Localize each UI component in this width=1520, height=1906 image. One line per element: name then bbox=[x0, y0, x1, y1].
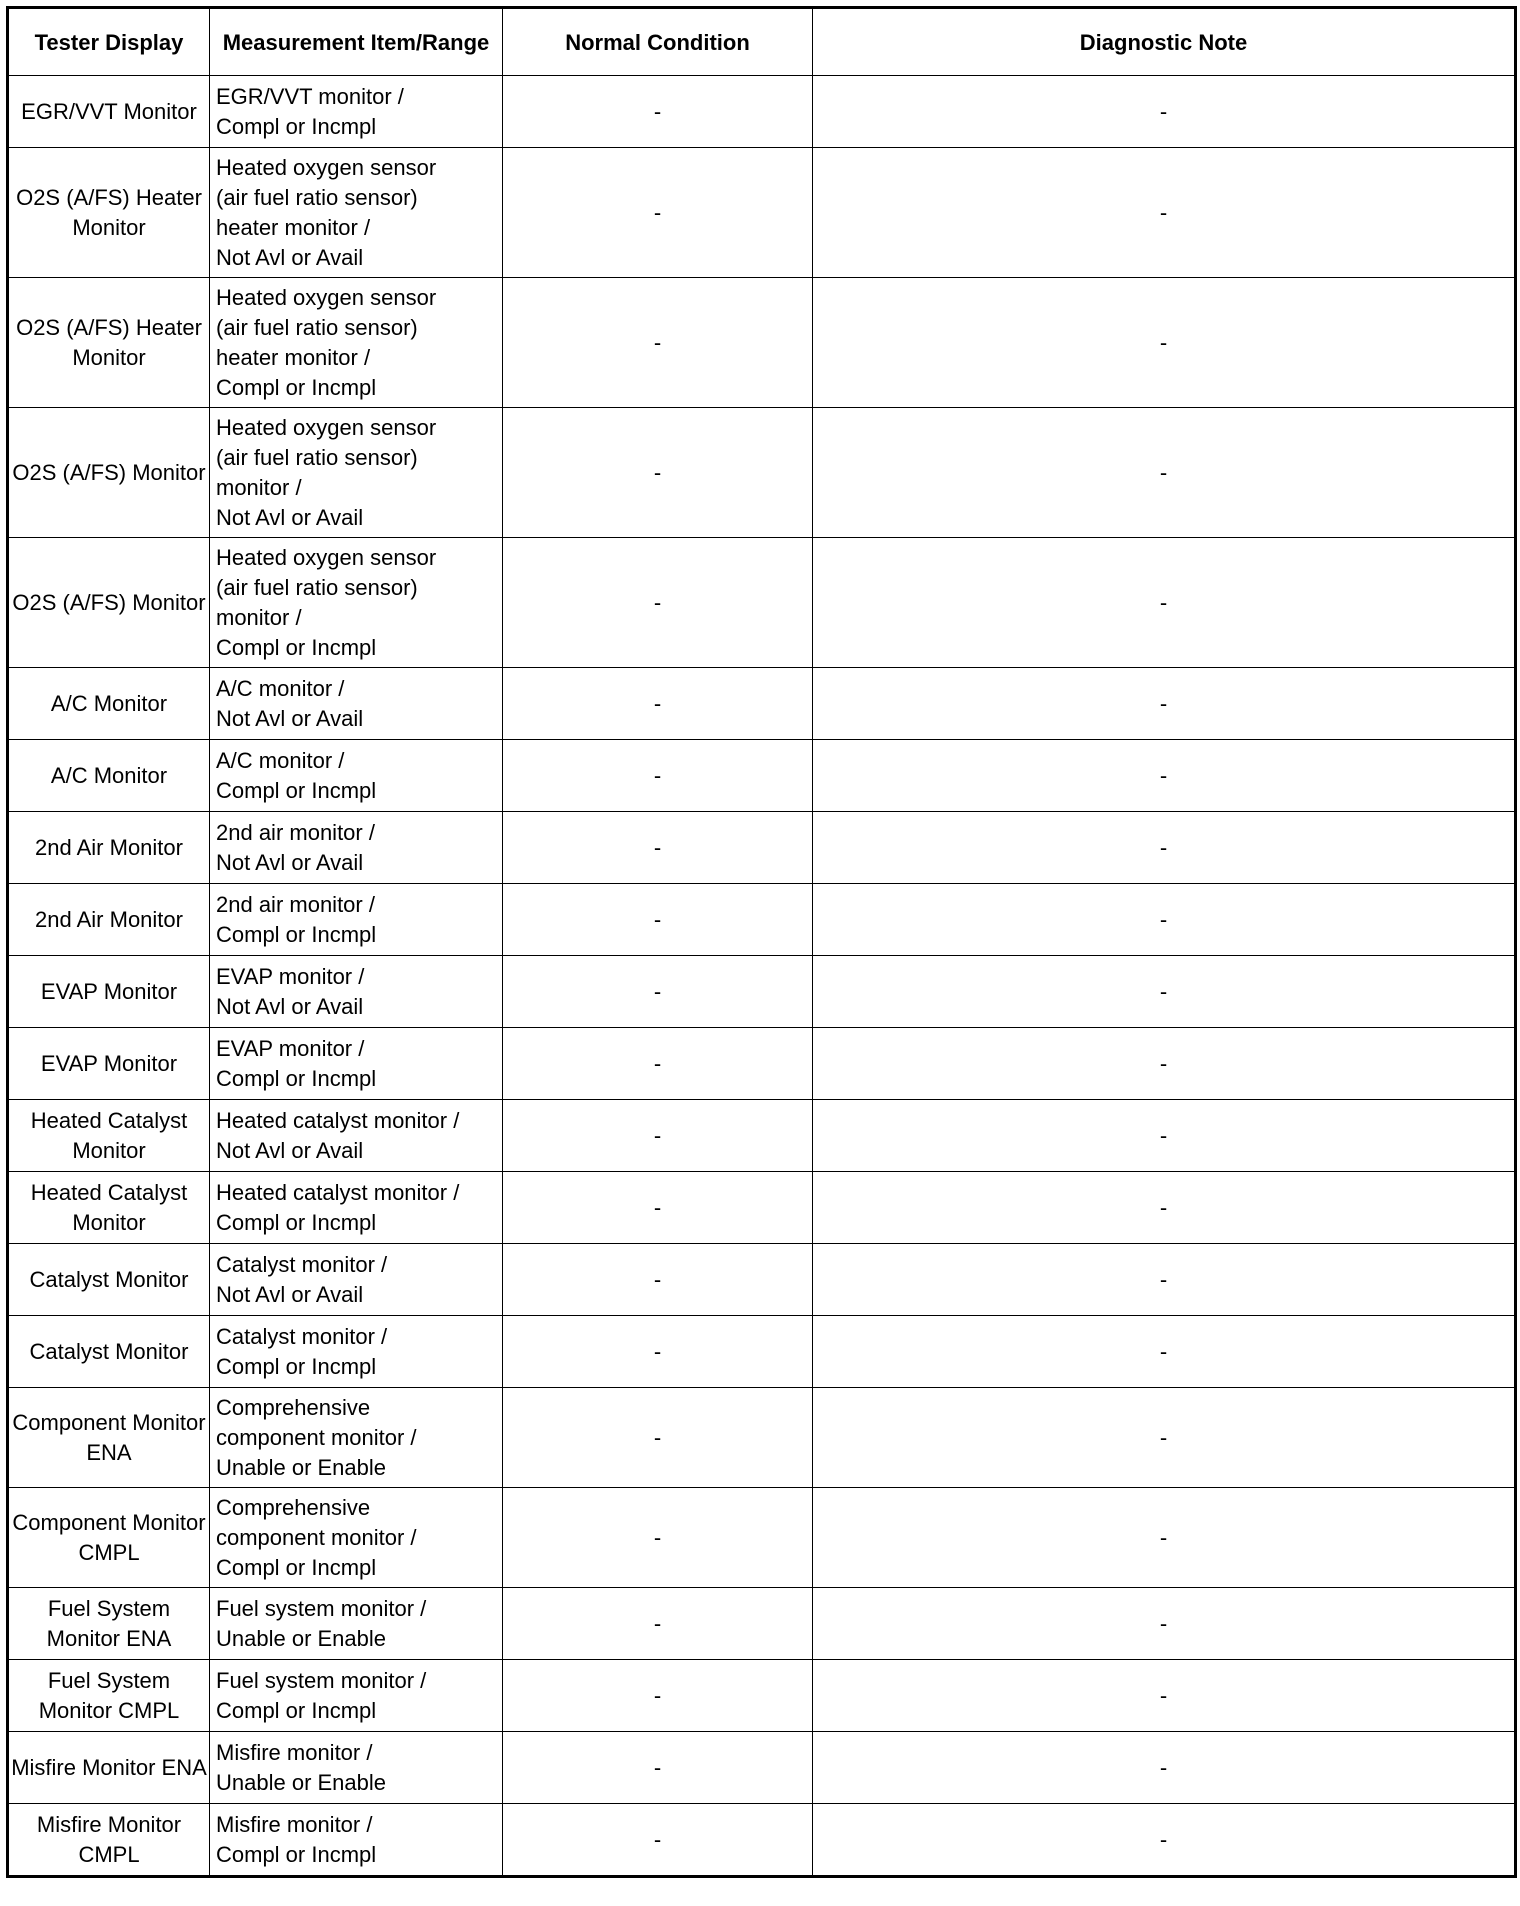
normal-condition-cell: - bbox=[503, 538, 813, 668]
normal-condition-cell: - bbox=[503, 1488, 813, 1588]
measurement-cell: 2nd air monitor / Compl or Incmpl bbox=[210, 884, 503, 956]
diagnostic-note-cell: - bbox=[813, 1244, 1516, 1316]
measurement-cell: 2nd air monitor / Not Avl or Avail bbox=[210, 812, 503, 884]
diagnostic-note-cell: - bbox=[813, 538, 1516, 668]
measurement-cell: Heated oxygen sensor (air fuel ratio sensor) monitor / Compl or Incmpl bbox=[210, 538, 503, 668]
normal-condition-cell: - bbox=[503, 1244, 813, 1316]
measurement-cell: Catalyst monitor / Compl or Incmpl bbox=[210, 1316, 503, 1388]
diagnostic-note-cell: - bbox=[813, 956, 1516, 1028]
tester-display-cell: EVAP Monitor bbox=[8, 1028, 210, 1100]
normal-condition-cell: - bbox=[503, 1316, 813, 1388]
normal-condition-cell: - bbox=[503, 884, 813, 956]
table-row bbox=[8, 408, 1516, 538]
measurement-cell: Fuel system monitor / Compl or Incmpl bbox=[210, 1660, 503, 1732]
table-row bbox=[8, 148, 1516, 278]
diagnostic-note-cell: - bbox=[813, 884, 1516, 956]
normal-condition-cell: - bbox=[503, 408, 813, 538]
normal-condition-cell: - bbox=[503, 1660, 813, 1732]
diagnostic-note-cell: - bbox=[813, 1172, 1516, 1244]
measurement-cell: Heated oxygen sensor (air fuel ratio sensor) heater monitor / Not Avl or Avail bbox=[210, 148, 503, 278]
tester-display-cell: Fuel System Monitor CMPL bbox=[8, 1660, 210, 1732]
measurement-cell: EGR/VVT monitor / Compl or Incmpl bbox=[210, 76, 503, 148]
measurement-cell: Heated oxygen sensor (air fuel ratio sensor) heater monitor / Compl or Incmpl bbox=[210, 278, 503, 408]
normal-condition-cell: - bbox=[503, 1588, 813, 1660]
measurement-cell: Comprehensive component monitor / Compl or Incmpl bbox=[210, 1488, 503, 1588]
tester-display-cell: O2S (A/FS) Monitor bbox=[8, 408, 210, 538]
table-row bbox=[8, 1172, 1516, 1244]
tester-display-cell: Misfire Monitor CMPL bbox=[8, 1804, 210, 1877]
diagnostic-note-cell: - bbox=[813, 148, 1516, 278]
tester-display-cell: A/C Monitor bbox=[8, 740, 210, 812]
diagnostic-note-cell: - bbox=[813, 1488, 1516, 1588]
header-tester-display: Tester Display bbox=[8, 8, 210, 76]
diagnostic-note-cell: - bbox=[813, 76, 1516, 148]
tester-display-cell: O2S (A/FS) Heater Monitor bbox=[8, 278, 210, 408]
table-row bbox=[8, 1660, 1516, 1732]
header-diagnostic-note: Diagnostic Note bbox=[813, 8, 1516, 76]
measurement-cell: EVAP monitor / Not Avl or Avail bbox=[210, 956, 503, 1028]
normal-condition-cell: - bbox=[503, 1804, 813, 1877]
header-measurement-item-range: Measurement Item/Range bbox=[210, 8, 503, 76]
diagnostic-note-cell: - bbox=[813, 408, 1516, 538]
tester-display-cell: Catalyst Monitor bbox=[8, 1316, 210, 1388]
table-row bbox=[8, 740, 1516, 812]
normal-condition-cell: - bbox=[503, 1028, 813, 1100]
normal-condition-cell: - bbox=[503, 1732, 813, 1804]
table-row bbox=[8, 1316, 1516, 1388]
table-row bbox=[8, 278, 1516, 408]
diagnostic-note-cell: - bbox=[813, 1316, 1516, 1388]
diagnostic-note-cell: - bbox=[813, 668, 1516, 740]
diagnostic-note-cell: - bbox=[813, 812, 1516, 884]
diagnostic-note-cell: - bbox=[813, 1804, 1516, 1877]
tester-display-cell: Heated Catalyst Monitor bbox=[8, 1100, 210, 1172]
tester-display-cell: Fuel System Monitor ENA bbox=[8, 1588, 210, 1660]
table-row bbox=[8, 812, 1516, 884]
tester-display-cell: Component Monitor CMPL bbox=[8, 1488, 210, 1588]
tester-display-cell: Heated Catalyst Monitor bbox=[8, 1172, 210, 1244]
diagnostic-note-cell: - bbox=[813, 1028, 1516, 1100]
tester-display-cell: O2S (A/FS) Heater Monitor bbox=[8, 148, 210, 278]
diagnostic-note-cell: - bbox=[813, 1660, 1516, 1732]
header-normal-condition: Normal Condition bbox=[503, 8, 813, 76]
diagnostic-note-cell: - bbox=[813, 1588, 1516, 1660]
table-row bbox=[8, 668, 1516, 740]
tester-display-cell: 2nd Air Monitor bbox=[8, 812, 210, 884]
measurement-cell: Fuel system monitor / Unable or Enable bbox=[210, 1588, 503, 1660]
table-row bbox=[8, 1804, 1516, 1877]
table-row bbox=[8, 1488, 1516, 1588]
measurement-cell: A/C monitor / Not Avl or Avail bbox=[210, 668, 503, 740]
measurement-cell: EVAP monitor / Compl or Incmpl bbox=[210, 1028, 503, 1100]
table-row bbox=[8, 1588, 1516, 1660]
measurement-cell: Heated catalyst monitor / Not Avl or Avail bbox=[210, 1100, 503, 1172]
table-row bbox=[8, 76, 1516, 148]
diagnostic-note-cell: - bbox=[813, 1388, 1516, 1488]
tester-display-cell: Misfire Monitor ENA bbox=[8, 1732, 210, 1804]
normal-condition-cell: - bbox=[503, 668, 813, 740]
normal-condition-cell: - bbox=[503, 740, 813, 812]
measurement-cell: Heated catalyst monitor / Compl or Incmpl bbox=[210, 1172, 503, 1244]
diagnostic-note-cell: - bbox=[813, 740, 1516, 812]
tester-display-cell: A/C Monitor bbox=[8, 668, 210, 740]
normal-condition-cell: - bbox=[503, 148, 813, 278]
tester-display-cell: EGR/VVT Monitor bbox=[8, 76, 210, 148]
table-header bbox=[8, 8, 1516, 76]
diagnostic-note-cell: - bbox=[813, 1732, 1516, 1804]
diagnostic-note-cell: - bbox=[813, 278, 1516, 408]
tester-display-cell: O2S (A/FS) Monitor bbox=[8, 538, 210, 668]
measurement-cell: Misfire monitor / Unable or Enable bbox=[210, 1732, 503, 1804]
tester-display-cell: Component Monitor ENA bbox=[8, 1388, 210, 1488]
normal-condition-cell: - bbox=[503, 76, 813, 148]
normal-condition-cell: - bbox=[503, 956, 813, 1028]
measurement-cell: Comprehensive component monitor / Unable or Enable bbox=[210, 1388, 503, 1488]
monitor-status-table bbox=[6, 6, 1517, 1878]
tester-display-cell: Catalyst Monitor bbox=[8, 1244, 210, 1316]
table-row bbox=[8, 1732, 1516, 1804]
table-row bbox=[8, 1100, 1516, 1172]
diagnostic-note-cell: - bbox=[813, 1100, 1516, 1172]
normal-condition-cell: - bbox=[503, 1100, 813, 1172]
normal-condition-cell: - bbox=[503, 1172, 813, 1244]
table-row bbox=[8, 1028, 1516, 1100]
measurement-cell: Catalyst monitor / Not Avl or Avail bbox=[210, 1244, 503, 1316]
tester-display-cell: 2nd Air Monitor bbox=[8, 884, 210, 956]
table-row bbox=[8, 538, 1516, 668]
measurement-cell: A/C monitor / Compl or Incmpl bbox=[210, 740, 503, 812]
table-row bbox=[8, 884, 1516, 956]
tester-display-cell: EVAP Monitor bbox=[8, 956, 210, 1028]
table-row bbox=[8, 1244, 1516, 1316]
table-body bbox=[8, 76, 1516, 1877]
measurement-cell: Misfire monitor / Compl or Incmpl bbox=[210, 1804, 503, 1877]
table-row bbox=[8, 956, 1516, 1028]
normal-condition-cell: - bbox=[503, 278, 813, 408]
measurement-cell: Heated oxygen sensor (air fuel ratio sensor) monitor / Not Avl or Avail bbox=[210, 408, 503, 538]
normal-condition-cell: - bbox=[503, 1388, 813, 1488]
table-row bbox=[8, 1388, 1516, 1488]
normal-condition-cell: - bbox=[503, 812, 813, 884]
header-row bbox=[8, 8, 1516, 76]
